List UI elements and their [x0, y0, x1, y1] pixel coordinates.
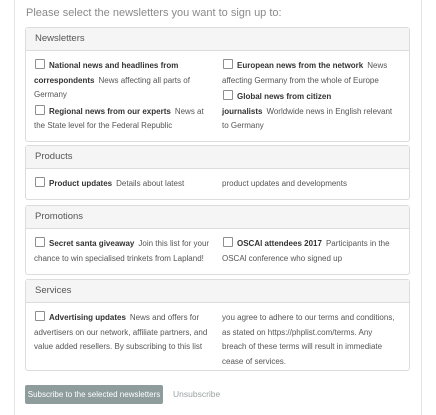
newsletter-description: Worldwide news in English relevant to Germany: [222, 106, 393, 130]
panel-title: Promotions: [26, 206, 409, 229]
newsletter-checkbox[interactable]: [35, 237, 45, 247]
page-border-right: [421, 0, 422, 415]
newsletter-description: Join this list for your chance to win specialised trinkets from Lapland!: [34, 239, 210, 263]
newsletter-item[interactable]: [34, 311, 212, 355]
newsletter-title: Product updates: [49, 179, 113, 188]
newsletter-title: Global news from citizen journalists: [222, 92, 332, 116]
newsletter-description-continued: you agree to adhere to our terms and conditions, as stated on https://phplist.com/terms. Any breach of these terms will result in immediate cease of services.: [222, 313, 395, 366]
newsletter-title: National news and headlines from correspondents: [34, 61, 179, 85]
intro-text: Please select the newsletters you want to sign up to:: [26, 7, 282, 19]
newsletter-checkbox[interactable]: [35, 311, 45, 321]
newsletter-checkbox[interactable]: [35, 177, 45, 187]
newsletter-title: Secret santa giveaway: [49, 239, 135, 248]
subscribe-button[interactable]: Subscribe to the selected newsletters: [25, 385, 163, 404]
panel-services: [25, 279, 410, 371]
newsletter-title: Regional news from our experts: [49, 106, 171, 116]
newsletter-item[interactable]: [222, 237, 398, 266]
newsletter-checkbox[interactable]: [223, 237, 233, 247]
newsletter-description: News affecting Germany from the whole of Europe: [222, 61, 388, 85]
newsletter-description: Participants in the OSCAl conference who signed up: [222, 239, 390, 263]
panel-products: [25, 145, 410, 200]
newsletter-title: European news from the network: [237, 61, 364, 70]
newsletter-title: Advertising updates: [49, 313, 126, 322]
newsletter-checkbox[interactable]: [35, 105, 45, 115]
newsletter-checkbox[interactable]: [223, 59, 233, 69]
newsletter-item[interactable]: [222, 59, 398, 88]
panel-title: Services: [26, 280, 409, 303]
newsletter-description: News affecting all parts of Germany: [34, 75, 190, 99]
newsletter-title: OSCAl attendees 2017: [237, 239, 322, 248]
newsletter-item[interactable]: [222, 90, 398, 134]
newsletter-item[interactable]: [34, 177, 212, 192]
page-border-left: [14, 0, 15, 415]
newsletter-checkbox[interactable]: [35, 59, 45, 69]
unsubscribe-link[interactable]: Unsubscribe: [173, 389, 221, 399]
panel-promotions: [25, 205, 410, 275]
newsletter-item[interactable]: [34, 105, 212, 134]
newsletter-description: Details about latest: [116, 179, 185, 188]
newsletter-checkbox[interactable]: [223, 90, 233, 100]
newsletter-description: News and offers for advertisers on our network, affiliate partners, and value added resellers. By subscribing to this list: [34, 313, 208, 351]
panel-title: Products: [26, 146, 409, 169]
newsletter-item[interactable]: [34, 59, 212, 103]
newsletter-item[interactable]: [34, 237, 212, 266]
newsletter-description-continued: product updates and developments: [222, 179, 347, 188]
newsletter-description: News at the State level for the Federal Republic: [34, 106, 204, 130]
panel-title: Newsletters: [26, 28, 409, 51]
panel-newsletters: [25, 27, 410, 142]
